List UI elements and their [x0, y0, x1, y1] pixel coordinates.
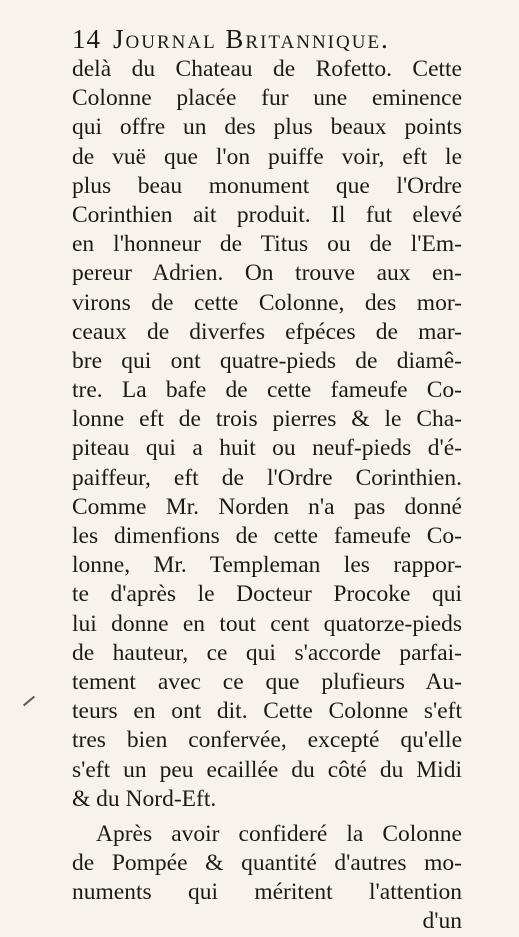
- page-number: 14: [72, 24, 101, 54]
- text-line: s'eft un peu ecaillée du côté du Midi: [72, 756, 462, 783]
- text-line: Corinthien ait produit. Il fut elevé: [72, 201, 462, 228]
- text-line: bre qui ont quatre-pieds de diamê-: [72, 347, 462, 374]
- text-line: de Pompée & quantité d'autres mo-: [72, 850, 462, 877]
- text-line: ceaux de diverfes efpéces de mar-: [72, 318, 462, 345]
- text-line: numents qui méritent l'attention: [72, 879, 462, 906]
- text-line: pereur Adrien. On trouve aux en-: [72, 260, 462, 287]
- text-line: & du Nord-Eft.: [72, 785, 217, 812]
- text-line: qui offre un des plus beaux points: [72, 114, 462, 141]
- text-line: lonne, Mr. Templeman les rappor-: [72, 552, 462, 579]
- text-line: delà du Chateau de Rofetto. Cette: [72, 56, 462, 82]
- text-line: te d'après le Docteur Procoke qui: [72, 581, 462, 608]
- text-line: tres bien confervée, excepté qu'elle: [72, 727, 462, 754]
- text-line: de vuë que l'on puiffe voir, eft le: [72, 143, 462, 170]
- body-text: [72, 55, 462, 937]
- paragraph-2: [72, 820, 462, 908]
- text-line: tement avec ce que plufieurs Au-: [72, 668, 462, 695]
- text-line: Après avoir confideré la Colonne: [96, 820, 462, 847]
- text-line: tre. La bafe de cette fameufe Co-: [72, 377, 462, 404]
- text-line: paiffeur, eft de l'Ordre Corinthien.: [72, 464, 462, 491]
- text-line: teurs en ont dit. Cette Colonne s'eft: [72, 698, 462, 725]
- text-line: de hauteur, ce qui s'accorde parfai-: [72, 639, 462, 666]
- text-line: piteau qui a huit ou neuf-pieds d'é-: [72, 435, 462, 462]
- text-line: virons de cette Colonne, des mor-: [72, 289, 462, 316]
- text-line: les dimenfions de cette fameufe Co-: [72, 523, 462, 549]
- margin-ink-mark: [23, 696, 35, 707]
- catchword: d'un: [422, 908, 462, 935]
- text-line: en l'honneur de Titus ou de l'Em-: [72, 231, 462, 258]
- paragraph-1: [72, 55, 462, 814]
- text-line: Colonne placée fur une eminence: [72, 85, 462, 112]
- text-line: plus beau monument que l'Ordre: [72, 172, 462, 199]
- text-line: Comme Mr. Norden n'a pas donné: [72, 493, 462, 520]
- running-head: Journal Britannique.: [113, 24, 390, 54]
- text-line: lui donne en tout cent quatorze-pieds: [72, 610, 462, 637]
- text-line: lonne eft de trois pierres & le Cha-: [72, 406, 462, 433]
